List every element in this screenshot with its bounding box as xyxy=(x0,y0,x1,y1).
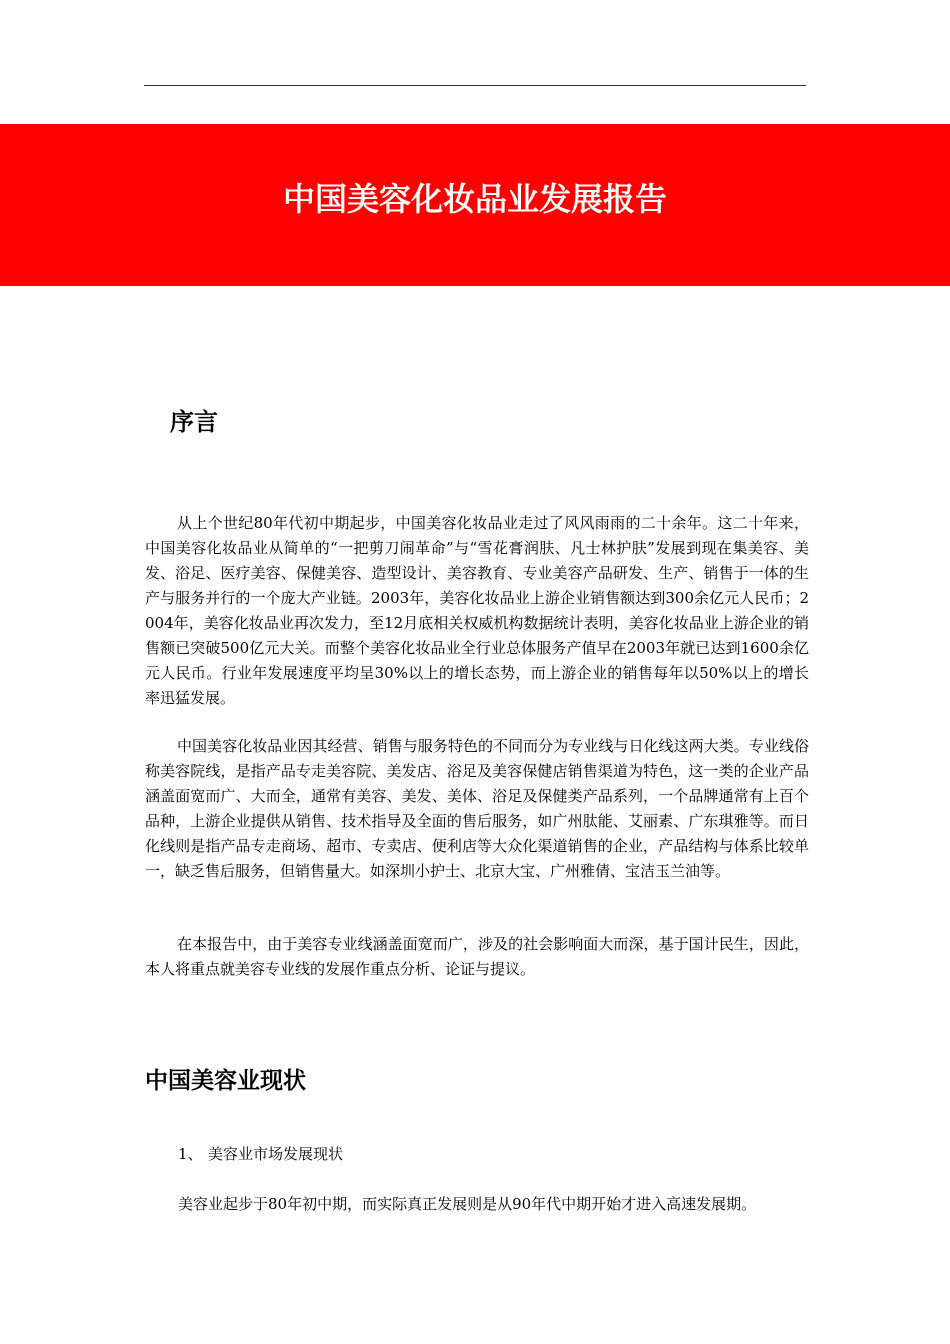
title-banner xyxy=(0,124,950,286)
section-paragraph: 美容业起步于80年初中期，而实际真正发展则是从90年代中期开始才进入高速发展期。 xyxy=(178,1195,757,1213)
preface-paragraph-3: 在本报告中，由于美容专业线涵盖面宽而广，涉及的社会影响面大而深，基于国计民生，因此，本人将重点就美容专业线的发展作重点分析、论证与提议。 xyxy=(145,935,809,978)
section-heading: 中国美容业现状 xyxy=(145,1068,306,1094)
preface-heading: 序言 xyxy=(170,408,218,436)
subsection-title: 美容业市场发展现状 xyxy=(208,1145,344,1163)
subsection-number: 1、 xyxy=(178,1145,203,1163)
header-rule xyxy=(144,85,806,86)
report-title: 中国美容化妆品业发展报告 xyxy=(282,180,667,218)
subsection-heading xyxy=(178,1142,343,1167)
preface-paragraph-1: 从上个世纪80年代初中期起步，中国美容化妆品业走过了风风雨雨的二十余年。这二十年来，中国美容化妆品业从简单的“一把剪刀闹革命”与“雪花膏润肤、凡士林护肤”发展到现在集美容、美发、浴足、医疗美容、保健美容、造型设计、美容教育、专业美容产品研发、生产、销售于一体的生产与服务并行的一个庞大产业链。2003年，美容化妆品业上游企业销售额达到300余亿元人民币；2004年，美容化妆品业再次发力，至12月底相关权威机构数据统计表明，美容化妆品业上游企业的销售额已突破500亿元大关。而整个美容化妆品业全行业总体服务产值早在2003年就已达到1600余亿元人民币。行业年发展速度平均呈30%以上的增长态势，而上游企业的销售每年以50%以上的增长率迅猛发展。 xyxy=(145,514,809,707)
preface-paragraph-2: 中国美容化妆品业因其经营、销售与服务特色的不同而分为专业线与日化线这两大类。专业线俗称美容院线，是指产品专走美容院、美发店、浴足及美容保健店销售渠道为特色，这一类的企业产品涵盖面宽而广、大而全，通常有美容、美发、美体、浴足及保健类产品系列，一个品牌通常有上百个品种，上游企业提供从销售、技术指导及全面的售后服务，如广州肽能、艾丽素、广东琪雅等。而日化线则是指产品专走商场、超市、专卖店、便利店等大众化渠道销售的企业，产品结构与体系比较单一，缺乏售后服务，但销售量大。如深圳小护士、北京大宝、广州雅倩、宝洁玉兰油等。 xyxy=(145,737,809,880)
